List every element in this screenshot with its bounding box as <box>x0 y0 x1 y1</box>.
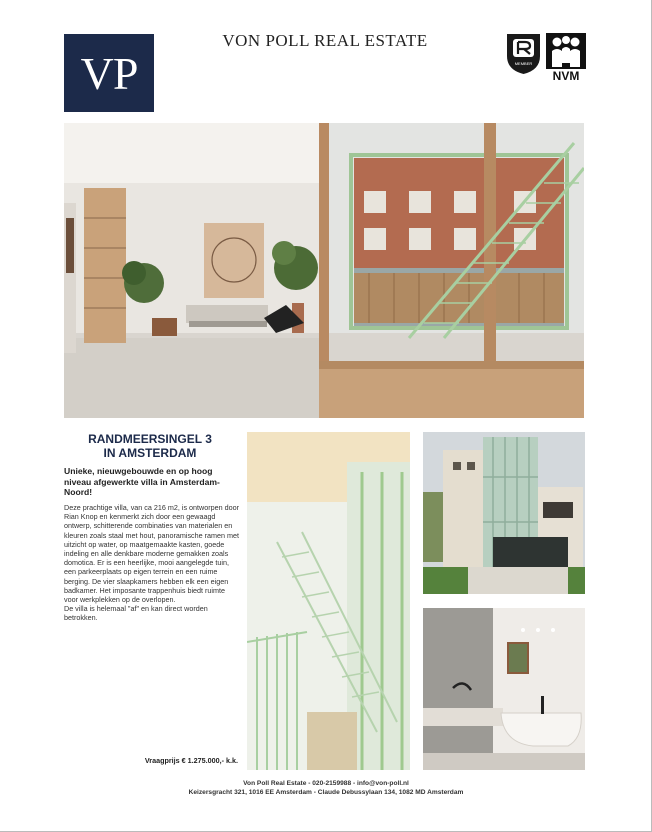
villa-exterior-photo <box>423 432 585 594</box>
footer-contact: Von Poll Real Estate - 020-2159988 - info@von-poll.nl <box>243 780 409 787</box>
staircase-photo <box>247 432 410 770</box>
hero-interior-photo <box>64 123 584 418</box>
vp-logo: VP <box>64 34 154 112</box>
listing-description: Deze prachtige villa, van ca 216 m2, is ontworpen door Rian Knop en kenmerkt zich door een gewaagd ontwerp, schitterende combinaties van materialen en kleuren zoals staal met hout, panoramische ramen met uitzicht op water, op maatgemaakte kasten, goede indeling en alle denkbare moderne gemakken zoals domotica. Er is een heerlijke, mooi aangelegde tuin, een parkeerplaats op eigen terrein en een ruime berging. De vier slaapkamers hebben elk een eigen badkamer. Het imposante trappenhuis biedt ruimte voor werkplekken op de overlopen. De villa is helemaal "af" en kan direct worden betrokken. <box>64 503 239 623</box>
listing-title <box>64 432 236 460</box>
member-shield-logo <box>505 32 542 75</box>
listing-title-line2: IN AMSTERDAM <box>103 446 197 460</box>
footer-addresses: Keizersgracht 321, 1016 EE Amsterdam - Claude Debussylaan 134, 1082 MD Amsterdam <box>188 789 464 796</box>
nvm-label: NVM <box>552 69 580 83</box>
nvm-logo <box>546 33 586 83</box>
listing-title-line1: RANDMEERSINGEL 3 <box>88 432 212 446</box>
listing-subtitle: Unieke, nieuwgebouwde en op hoog niveau afgewerkte villa in Amsterdam-Noord! <box>64 466 220 497</box>
asking-price: Vraagprijs € 1.275.000,- k.k. <box>144 756 238 765</box>
brand-name: VON POLL REAL ESTATE <box>222 31 428 50</box>
bathroom-photo <box>423 608 585 770</box>
shield-label: MEMBER <box>514 61 533 66</box>
